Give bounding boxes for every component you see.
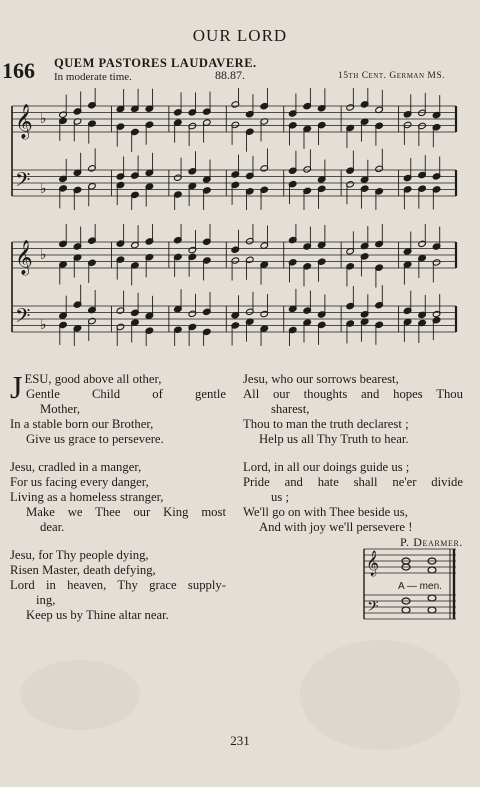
verse-line: All our thoughts and hopes Thou: [243, 387, 463, 401]
verse-1: [10, 369, 226, 447]
tempo-marking: In moderate time.: [54, 71, 132, 83]
verse-line: Lord in heaven, Thy grace supply-: [10, 578, 226, 592]
page-number: 231: [230, 733, 250, 748]
bass-clef-icon: 𝄢: [15, 168, 31, 196]
verse-line: us ;: [271, 490, 289, 504]
verse-line: Jesu, who our sorrows bearest,: [243, 372, 399, 386]
flat-sign-icon: ♭: [40, 317, 47, 333]
verses-right-column: [243, 372, 463, 550]
verse-line: Pride and hate shall ne'er divide: [243, 475, 463, 489]
verse-line: Jesu, cradled in a manger,: [10, 460, 142, 474]
verse-line: dear.: [40, 520, 65, 534]
verse-4: [243, 372, 463, 447]
svg-text:𝄢: 𝄢: [367, 598, 379, 619]
verse-2: [10, 460, 226, 535]
author-credit: P. Dearmer.: [400, 535, 463, 549]
music-system-1: [6, 88, 462, 210]
hymn-number: 166: [2, 58, 35, 83]
verse-3: [10, 548, 226, 623]
verse-line: Gentle Child of gentle: [26, 387, 226, 401]
meter: 88.87.: [215, 68, 245, 82]
treble-clef-icon: 𝄞: [15, 104, 33, 139]
verse-line: Give us grace to persevere.: [26, 432, 164, 446]
verse-line: Thou to man the truth declarest ;: [243, 417, 409, 431]
verses-left-column: [10, 369, 226, 636]
flat-sign-icon: ♭: [40, 111, 47, 127]
music-system-2: [6, 224, 462, 346]
verse-line: Jesu, for Thy people dying,: [10, 548, 149, 562]
verse-line: In a stable born our Brother,: [10, 417, 154, 431]
verse-line: For us facing every danger,: [10, 475, 149, 489]
verse-5: [243, 460, 463, 535]
drop-cap: J: [10, 369, 23, 405]
svg-text:𝄞: 𝄞: [366, 551, 380, 576]
verse-line: Mother,: [40, 402, 81, 416]
verse-line: We'll go on with Thee beside us,: [243, 505, 408, 519]
section-title: OUR LORD: [192, 26, 288, 45]
verse-line: sharest,: [271, 402, 310, 416]
flat-sign-icon: ♭: [40, 181, 47, 197]
hymn-title: QUEM PASTORES LAUDAVERE.: [54, 56, 257, 70]
verse-line: Living as a homeless stranger,: [10, 490, 164, 504]
amen-lyric: A — men.: [398, 581, 442, 592]
verse-line: And with joy we'll persevere !: [259, 520, 413, 534]
verse-line: Risen Master, death defying,: [10, 563, 156, 577]
verse-line: ESU, good above all other,: [24, 372, 162, 386]
verse-line: Keep us by Thine altar near.: [26, 608, 169, 622]
treble-clef-icon: 𝄞: [15, 240, 33, 275]
tune-source: 15th Cent. German MS.: [338, 71, 446, 81]
amen-staff: [362, 543, 458, 627]
flat-sign-icon: ♭: [40, 247, 47, 263]
verse-line: Make we Thee our King most: [26, 505, 226, 519]
bass-clef-icon: 𝄢: [15, 304, 31, 332]
verse-line: Lord, in all our doings guide us ;: [243, 460, 410, 474]
verse-line: ing,: [36, 593, 56, 607]
verse-line: Help us all Thy Truth to hear.: [259, 432, 409, 446]
